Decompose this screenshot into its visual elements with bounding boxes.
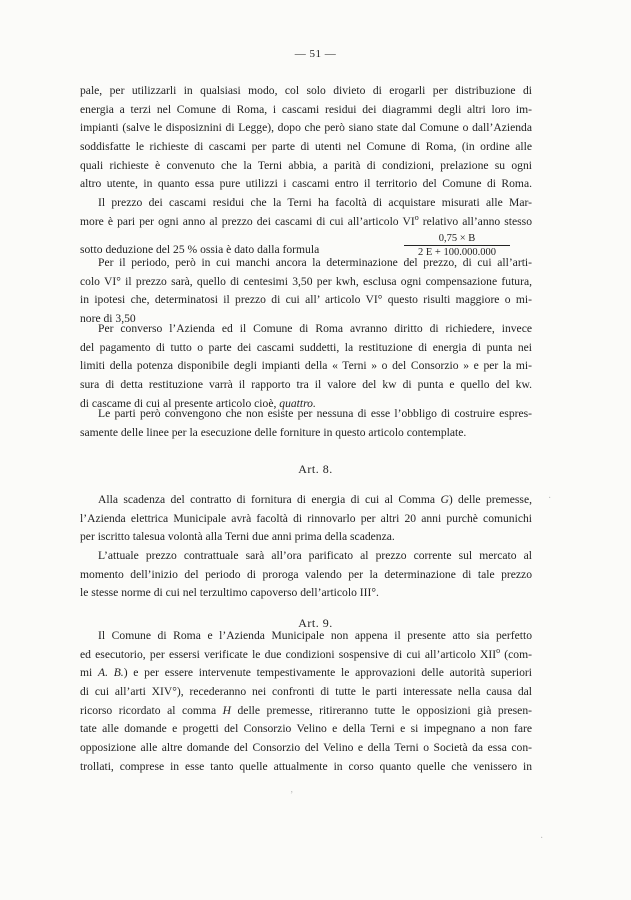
italic-span: A. B.: [97, 666, 124, 680]
text-line: trollati, comprese in esse tanto quelle attualmente in corso quanto quelle che venissero in: [80, 759, 532, 773]
text-line: Il prezzo dei cascami residui che la Terni ha facoltà di acquistare misurati alle Mar-: [98, 196, 532, 209]
text-line: in ipotesi che, determinatosi il prezzo di cui all’ articolo VI° questo risulti maggiore o mi-: [80, 293, 532, 307]
italic-span: H: [222, 703, 231, 717]
scan-speck: ·: [548, 493, 552, 504]
text-line: le stesse norme di cui nel terzultimo capoverso dell’articolo III°.: [80, 586, 379, 600]
text-line: di cui all’arti XIV°), recederanno nei confronti di tutte le parti interessate nella causa dal: [80, 685, 532, 699]
article-9-paragraph-1: [80, 627, 532, 777]
article-ref: [479, 645, 501, 661]
text-line: colo VI° il prezzo sarà, quello di centesimi 3,50 per kwh, esclusa ogni compensazione futura,: [80, 274, 532, 288]
text-line: Per il periodo, però in cui manchi ancora la determinazione del prezzo, di cui all’arti-: [98, 256, 532, 269]
italic-span: quattro.: [279, 396, 316, 410]
formula-numerator: 0,75 × B: [404, 232, 510, 246]
text-line: [80, 491, 532, 510]
text-line: quali richieste è convenuto che la Terni abbia, a parità di condizioni, prelazione su ogni: [80, 158, 532, 172]
text-line: [80, 213, 532, 232]
article-8-heading: Art. 8.: [298, 462, 333, 476]
text-line: momento dell’inizio del periodo di proroga valendo per la determinazione di tale prezzo: [80, 567, 532, 581]
text-line: altro utente, in quanto essa pure utilizzi i cascami entro il territorio del Comune di Roma.: [80, 177, 532, 191]
text-line: del pagamento di tutto o parte dei cascami suddetti, la restituzione di energia di punta nei: [80, 340, 532, 354]
text-span: relativo all’anno stesso: [418, 214, 532, 228]
text-line: limiti della potenza disponibile degli impianti della « Terni » o del Consorzio » e per la mi-: [80, 359, 532, 373]
text-line: pale, per utilizzarli in qualsiasi modo, col solo divieto di erogarli per distribuzione di: [80, 84, 532, 97]
article-8-paragraph-2: [80, 547, 532, 603]
text-line: Per converso l’Azienda ed il Comune di Roma avranno diritto di richiedere, invece: [98, 322, 532, 335]
text-line: per iscritto talesua volontà alla Terni due anni prima della scadenza.: [80, 530, 395, 544]
text-span: more è pari per ogni anno al prezzo dei cascami di cui all’articolo: [80, 214, 403, 228]
text-line: L’attuale prezzo contrattuale sarà all’ora parificato al prezzo corrente sul mercato al: [98, 549, 532, 562]
text-span: ed esecutorio, per essersi verificate le due condizioni sospensive di cui all’articolo: [80, 647, 480, 661]
text-span: ricorso ricordato al comma: [80, 703, 223, 717]
paragraph-1: [80, 82, 532, 194]
text-line: soddisfatte le richieste di cascami per parte di utenti nel Comune di Roma, (in ordine alle: [80, 140, 532, 154]
text-line: tate alle domande e progetti del Consorzio Velino e della Terni e si impegnano a non fare: [80, 722, 532, 736]
text-line: [80, 664, 532, 683]
text-line: samente delle linee per la esecuzione delle forniture in questo articolo contemplate.: [80, 425, 467, 439]
scan-speck: ·: [540, 833, 544, 844]
text-line: impianti (salve le disposiznini di Legge), dopo che però siano state dal Comune o dall’Azienda: [80, 121, 532, 135]
text-line: Le parti però convengono che non esiste per nessuna di esse l’obbligo di costruire espres-: [98, 407, 532, 420]
text-span: ) e per essere intervenute tempestivamente le approvazioni delle autorità superiori: [123, 666, 532, 680]
text-span: mi: [80, 666, 98, 680]
superscript: o: [496, 645, 501, 655]
formula-denominator: 2 E + 100.000.000: [418, 247, 496, 259]
formula-lead-text: sotto deduzione del 25 % ossia è dato dalla formula: [80, 243, 320, 257]
paragraph-4: [80, 320, 532, 413]
scan-speck: ’: [290, 790, 294, 801]
article-9-heading: Art. 9.: [298, 616, 333, 630]
text-line: energia a terzi nel Comune di Roma, i cascami residui dei diagrammi degli altri loro im-: [80, 102, 532, 116]
text-span: (com-: [500, 647, 532, 661]
text-line: sura di detta restituzione varrà il rapporto tra il valore del kw di punta e quello del kw.: [80, 378, 532, 392]
text-line: nore di 3,50: [80, 312, 136, 326]
text-span: ) delle premesse,: [448, 493, 532, 506]
italic-span: G: [440, 493, 449, 506]
text-line: l’Azienda elettrica Municipale avrà facoltà di rinnovarlo per altri 20 anni purchè comunichi: [80, 511, 532, 525]
text-span: Alla scadenza del contratto di fornitura di energia di cui al Comma: [98, 493, 441, 506]
paragraph-5: [80, 405, 532, 442]
article-8-paragraph-1: [80, 491, 532, 547]
paragraph-2: [80, 194, 532, 261]
paragraph-3: [80, 254, 532, 329]
text-span: delle premesse, ritireranno tutte le opposizioni già presen-: [230, 703, 532, 717]
text-span: di cascame di cui al presente articolo cioè,: [80, 396, 280, 410]
article-numeral: XII: [479, 647, 497, 661]
article-ref: [402, 212, 419, 228]
text-line: [80, 702, 532, 721]
text-line: [80, 646, 532, 665]
page-number: — 51 —: [294, 48, 337, 60]
text-line: opposizione alle altre domande del Consorzio del Velino e della Terni o Società da essa con-: [80, 741, 532, 755]
superscript: o: [414, 212, 419, 222]
article-numeral: VI: [402, 214, 415, 228]
text-line: Il Comune di Roma e l’Azienda Municipale non appena il presente atto sia perfetto: [98, 629, 532, 642]
